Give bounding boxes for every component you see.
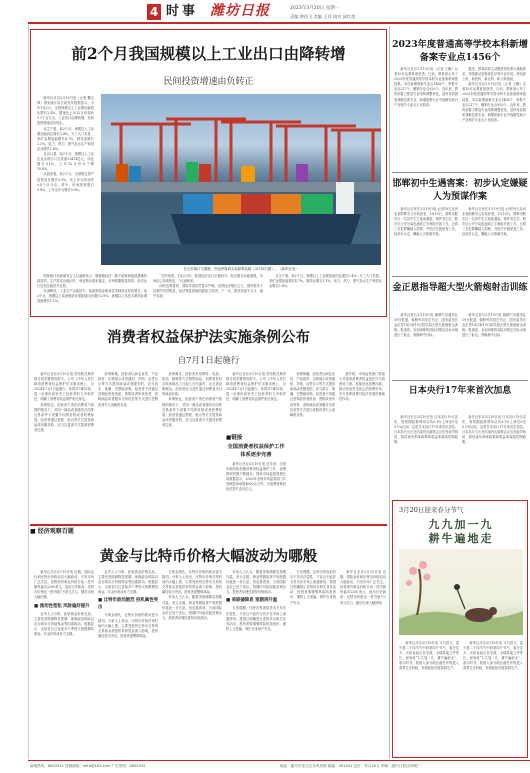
right-divider-3	[392, 380, 528, 381]
solar-term-art-line2: 耕牛遍地走	[428, 532, 494, 545]
lead-col1: 新华社北京3月19日电（记者 魏玉坤）国家统计局日前发布数据显示，今年1至2月，全国规模以上工业增加值同比增长2.4%，增速比上年12月份加快1.1个百分点，工业出口由降转增，民间投资增速由负转正。 从生产看，前2个月，规模以上工业增加值同比增长2.4%。分三大门类看，采矿业增加值增长4.7%，制造业增长2.1%，电力、热力、燃气及水生产和供应业增长2.8%。 从出口看，前2个月，规模以上工业企业实现出口交货值21474亿元，同比增长0.1%，上年12月份为下降10.8%。 从投资看，前2个月，全国固定资产投资同比增长5.5%，比上年全年加快0.4个百分点。其中，民间投资增长0.8%，上年全年为增长0.9%。	[37, 96, 94, 192]
right-article-3	[392, 279, 528, 379]
right-a3-col2: 新华社首尔3月19日电 朝鲜中央通讯社19日报道，朝鲜劳动党总书记、国务委员长金正恩18日和19日指导超大型火箭炮射击训练。报道说，参加训练的部队向预定目标水域进行了射击，准确命中目标。	[462, 313, 526, 338]
footer-left: 新闻热线：8855551 投稿邮箱：wfrb@163.com 广告热线：8855552	[30, 764, 146, 768]
left-margin-rule	[28, 24, 29, 759]
lead-col4: 从生产看，前2个月，规模以上工业增加值同比增长2.4%。分三大门类看，采矿业增加值增长4.7%，制造业增长2.1%，电力、热力、燃气及水生产和供应业增长2.8%。	[269, 274, 382, 289]
right-a2-headline: 邯郸初中生遇害案：初步认定嫌疑人为预谋作案	[392, 179, 528, 202]
page-number: 4	[147, 4, 161, 20]
section-name: 时事	[166, 4, 199, 19]
economy-sub3: ■ 美联储降息 预期再升温	[226, 598, 278, 604]
right-a2-col1: 新华社石家庄3月19日电 记者19日从河北省邯郸市公安局获悉，3月10日，邯郸市肥乡区一名初中生王某某遇害，案件发生后，肥乡区公安分局迅速成立专案组开展工作，已将三名犯罪嫌疑人控制，并依法开展侦查工作。经初步认定，嫌疑人为预谋作案。	[394, 207, 458, 237]
economy-col3: 与黄金相比，比特币价格的波动更为剧烈。分析人士指出，比特币价格在短时间内大幅上涨，主要受现货比特币交易所交易基金获批带来的资金流入影响，投机属性较为突出，投资者需警惕风险。 市场人士认为，随着美联储降息预期升温，美元走弱，黄金等避险资产的配置价值进一步凸显。但也要看到，当前国际金价已处于高位，短期内可能面临回调压力，投资者应理性看待价格波动。	[162, 570, 222, 620]
economy-col2: 业内人士分析，此轮黄金价格走高，主要受美联储降息预期、地缘政治风险以及全球央行持续购金等因素推动。数据显示，全球央行已连续多个季度大规模增持黄金，对金价形成有力支撑。 ■ 比特币波动剧烈 投机属性突出 与黄金相比，比特币价格的波动更为剧烈。分析人士指出，比特币价格在短时间内大幅上涨，主要受现货比特币交易所交易基金获批带来的资金流入影响，投机属性较为突出，投资者需警惕风险。	[98, 570, 158, 638]
spring-painting-illustration	[399, 549, 523, 635]
consumer-col3: 条例要求，经营者采用网络、电视、电话、邮购等方式销售商品，消费者有权自收到商品之日起七日内退货，且无需说明理由。经营者应当及时退还消费者支付的商品价款。 条例规定，经营者不得在消费者不知情的情况下，对同一商品或者服务在同等交易条件下设置不同的价格或者收费标准。经营者通过搭配、组合等方式提供商品或者服务的，应当以显著方式提请消费者注意。	[162, 372, 222, 427]
solar-term-painting	[399, 549, 523, 635]
economy-col4: 市场人士认为，随着美联储降息预期升温，美元走弱，黄金等避险资产的配置价值进一步凸显。但也要看到，当前国际金价已处于高位，短期内可能面临回调压力，投资者应理性看待价格波动。 ■ 美联储降息 预期再升温 专家提醒，比特币等虚拟货币不具有法偿性，不应且不能作为货币在市场上流通使用。我国已明确禁止虚拟货币相关业务活动，投资者要增强风险防范意识，谨防上当受骗，保护自身财产安全。	[226, 570, 286, 631]
right-a4-col2: 新华社东京3月19日电 日本央行19日宣布，将短期政策利率从负0.1%上调至0至0.1%区间，这是日本央行17年来首次加息。日本央行当天在结束货币政策会议后发表声明说，将结束负利率政策和收益率曲线控制政策。	[462, 415, 526, 445]
economy-tag: ■ 经济观察百题	[30, 528, 74, 535]
consumer-article	[30, 322, 387, 520]
economy-sub1: ■ 流动性宽松 风险偏好提升	[34, 603, 90, 609]
economy-col1: 新华社北京3月19日电 近期，国际金价和比特币价格双双大幅波动，引发市场广泛关注。伦敦现货黄金价格日前一度突破每盎司2200美元，创出历史新高；比特币价格也一度突破7万美元关口，随后出现大幅回调。 ■ 流动性宽松 风险偏好提升 业内人士分析，此轮黄金价格走高，主要受美联储降息预期、地缘政治风险以及全球央行持续购金等因素推动。数据显示，全球央行已连续多个季度大规模增持黄金，对金价形成有力支撑。	[34, 570, 94, 636]
consumer-col4-top: 新华社北京3月19日电 国务院总理李强日前签署国务院令，公布《中华人民共和国消费者权益保护法实施条例》，自2024年7月1日起施行。条例共7章52条，进一步细化和补充了经营者的义务和责任，明确了消费者权益保护相关规定。	[226, 372, 286, 402]
solar-term-col2: 新华社北京3月19日电 今日春分。春分是二十四节气中的第四个节气，春分这天，太阳直射点在赤道，全球昼夜几乎等长。民谚说“九九加一九，耕牛遍地走”，春分时节，我国大部分地区越冬作物进入春季生长阶段，各地陆续开展春耕生产。	[463, 641, 523, 671]
right-a1-col2: 据悉，教育部将主动服务国家重大战略需求，持续推动高校优化学科专业布局，深化新工科、新医科、新农科、新文科建设。 新华社北京3月19日电（记者 王鹏）记者19日从教育部获悉，日前，教育部公布了2023年度普通高等学校本科专业备案和审批结果。本次新增备案专业点1456个，审批专业点217个，撤销专业点925个。近年来，教育部着力推进专业结构调整优化，加快布局国家战略急需专业，新增备案专业中战略性新兴产业相关专业点占比较高。	[462, 67, 526, 122]
right-article-2	[392, 175, 528, 275]
economy-col5: 专家提醒，比特币等虚拟货币不具有法偿性，不应且不能作为货币在市场上流通使用。我国已明确禁止虚拟货币相关业务活动，投资者要增强风险防范意识，谨防上当受骗，保护自身财产安全。	[290, 570, 336, 605]
lead-col2: 国家统计局新闻发言人付凌晖表示，随着稳经济一揽子政策和接续措施持续显效，生产需求企稳回升，就业物价基本稳定，市场预期明显改善，经济运行呈现企稳回升态势。 付凌晖说，工业生产企稳回升，装备制造业和高技术制造业较快增长。前2个月，规模以上装备制造业增加值同比增长2.8%，规模以上高技术制造业增加值增长1.1%。	[37, 274, 147, 304]
solar-term-box	[392, 500, 528, 758]
solar-term-art-line1: 九九加一九	[428, 518, 494, 531]
right-a3-headline: 金正恩指导超大型火箭炮射击训练	[392, 283, 528, 293]
consumer-headline: 消费者权益保护法实施条例公布	[107, 329, 310, 346]
solar-term-header: 3月20日迎来春分节气	[399, 506, 464, 514]
consumer-col2: 条例明确，经营者以商业宣传、产品推荐、实物展示或者通知、声明、店堂告示等方式提供商品或者服务的，应当真实、准确、完整地说明。经营者不得通过虚构经营者资质、资格或者所获荣誉，虚构商品或者服务交易信息等方式进行虚假或者引人误解的宣传。	[98, 372, 158, 407]
photo-caption: 在山东港口日照港，货轮停靠码头装卸集装箱（3月18日摄）。（新华社发）	[183, 267, 299, 271]
right-a1-col1: 新华社北京3月19日电（记者 王鹏）记者19日从教育部获悉，日前，教育部公布了2023年度普通高等学校本科专业备案和审批结果。本次新增备案专业点1456个，审批专业点217个，撤销专业点925个。近年来，教育部着力推进专业结构调整优化，加快布局国家战略急需专业，新增备案专业中战略性新兴产业相关专业点占比较高。	[394, 67, 458, 107]
lead-col3: “总的来看，1至2月份，我国经济运行企稳回升，经济增长动能增强，市场信心持续恢复。”付凌晖说。 同时也要看到，国际环境依然复杂严峻，世界经济增长乏力，国内需求不足制约仍然明显，经济恢复基础尚需加力巩固。下一步，要坚持稳字当头、稳中求进。	[153, 274, 263, 299]
right-a1-headline: 2023年度普通高等学校本科新增备案专业点1456个	[392, 39, 528, 63]
issue-date: 2023年3月20日 星期一	[290, 6, 340, 11]
economy-top-rule	[30, 524, 387, 526]
right-article-4	[392, 383, 528, 488]
consumer-subheadline: 自7月1日起施行	[177, 356, 240, 366]
consumer-col4-bottom: 新华社北京3月19日电 近年来，全国各地持续加强消费者权益保护工作，消费维权机制不断健全。国家市场监督管理总局数据显示，2023年全国市场监管部门共受理投诉举报4000余万件，为消费者挽回经济损失近百亿元。	[226, 462, 286, 492]
link-tag: ■链接	[226, 435, 243, 441]
right-a3-col1: 新华社首尔3月19日电 朝鲜中央通讯社19日报道，朝鲜劳动党总书记、国务委员长金正恩18日和19日指导超大型火箭炮射击训练。报道说，参加训练的部队向预定目标水域进行了射击，准确命中目标。	[394, 313, 458, 338]
masthead	[0, 0, 530, 24]
footer-right: 地址：潍坊市奎文区东风东街 邮编：261041 定价：每月30元 印刷：潍坊日报社印刷厂	[280, 764, 421, 768]
solar-term-col1: 新华社北京3月19日电 今日春分。春分是二十四节气中的第四个节气，春分这天，太阳直射点在赤道，全球昼夜几乎等长。民谚说“九九加一九，耕牛遍地走”，春分时节，我国大部分地区越冬作物进入春季生长阶段，各地陆续开展春耕生产。	[399, 641, 459, 671]
right-article-1	[392, 29, 528, 171]
consumer-col1: 新华社北京3月19日电 国务院总理李强日前签署国务院令，公布《中华人民共和国消费者权益保护法实施条例》，自2024年7月1日起施行。条例共7章52条，进一步细化和补充了经营者的义务和责任，明确了消费者权益保护相关规定。 条例规定，经营者不得在消费者不知情的情况下，对同一商品或者服务在同等交易条件下设置不同的价格或者收费标准。经营者通过搭配、组合等方式提供商品或者服务的，应当以显著方式提请消费者注意。	[34, 372, 94, 433]
economy-col6: 新华社北京3月19日电 近期，国际金价和比特币价格双双大幅波动，引发市场广泛关注。伦敦现货黄金价格日前一度突破每盎司2200美元，创出历史新高；比特币价格也一度突破7万美元关口，随后出现大幅回调。	[340, 570, 386, 605]
lead-article	[30, 29, 387, 317]
right-column-rule	[389, 26, 390, 759]
masthead-rule	[28, 22, 530, 24]
lead-headline: 前2个月我国规模以上工业出口由降转增	[71, 44, 346, 63]
right-divider-1	[392, 172, 528, 173]
consumer-col6: 据介绍，市场监管部门将加大对侵害消费者权益违法行为的查处力度，持续优化消费环境，推动形成安全放心的消费市场，充分发挥消费对经济发展的基础性作用。	[339, 372, 385, 402]
port-photo	[101, 94, 381, 265]
consumer-col5: 条例明确，经营者以商业宣传、产品推荐、实物展示或者通知、声明、店堂告示等方式提供商品或者服务的，应当真实、准确、完整地说明。经营者不得通过虚构经营者资质、资格或者所获荣誉，虚构商品或者服务交易信息等方式进行虚假或者引人误解的宣传。	[290, 372, 335, 417]
right-a4-headline: 日本央行17年来首次加息	[408, 386, 512, 396]
economy-sub2: ■ 比特币波动剧烈 投机属性突出	[98, 598, 158, 611]
paper-logo: 潍坊日报	[210, 3, 270, 19]
port-photo-illustration	[101, 94, 381, 265]
link-headline: 全国消费者权益保护工作体系逐步完善	[227, 444, 285, 458]
right-divider-2	[392, 276, 528, 277]
lead-subheadline: 民间投资增速由负转正	[163, 77, 254, 87]
right-a2-col2: 新华社石家庄3月19日电 记者19日从河北省邯郸市公安局获悉，3月10日，邯郸市肥乡区一名初中生王某某遇害，案件发生后，肥乡区公安分局迅速成立专案组开展工作，已将三名犯罪嫌疑人控制，并依法开展侦查工作。经初步认定，嫌疑人为预谋作案。	[462, 207, 526, 237]
footer-rule	[28, 760, 530, 761]
editors: 责编 钟西飞 美编 王祥 校对 邱红霞	[290, 14, 356, 19]
economy-headline: 黄金与比特币价格大幅波动为哪般	[99, 548, 318, 565]
right-a4-col1: 新华社东京3月19日电 日本央行19日宣布，将短期政策利率从负0.1%上调至0至0.1%区间，这是日本央行17年来首次加息。日本央行当天在结束货币政策会议后发表声明说，将结束负利率政策和收益率曲线控制政策。	[394, 415, 458, 445]
